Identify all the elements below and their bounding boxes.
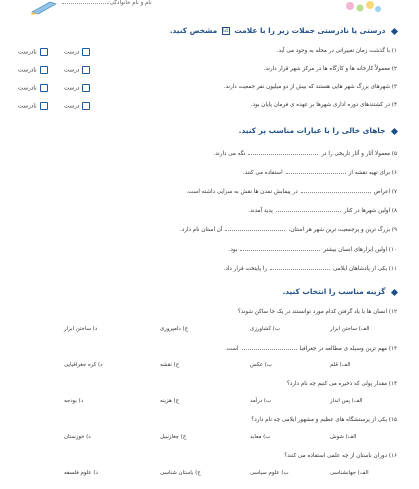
section-diamond-icon xyxy=(391,288,398,295)
sentence-start: ۱۱) یکی از پادشاهان ایلامی xyxy=(333,266,397,272)
answer-option[interactable]: الف) جهانشناسی xyxy=(330,470,369,476)
answer-blank[interactable] xyxy=(270,265,330,270)
student-name-label: نام و نام خانوادگی: xyxy=(108,0,152,6)
answer-option[interactable]: الف) قلم xyxy=(330,362,351,368)
question-stem: ۱۶) دوران باستان از چه علمی استفاده می کنند؟ xyxy=(284,453,397,459)
answer-option[interactable]: ج) باستان شناسی xyxy=(160,470,201,476)
false-checkbox[interactable] xyxy=(40,66,48,74)
decorative-flower-icon xyxy=(340,0,384,16)
answer-option[interactable]: د) کره جغرافیایی xyxy=(64,362,103,368)
fill-blank-sentence xyxy=(248,207,397,214)
answer-option[interactable]: ب) کشاورزی xyxy=(250,326,280,332)
section-diamond-icon xyxy=(391,127,398,134)
fill-blank-sentence xyxy=(224,265,397,272)
true-false-statement: ۲) معمولاً کارخانه ها و کارگاه ها در مرکز شهر قرار دارند. xyxy=(263,66,397,72)
question-text xyxy=(251,417,397,423)
false-option[interactable] xyxy=(18,84,48,92)
section-title-fill-blanks: جاهای خالی را با عبارات مناسب پر کنید. xyxy=(239,126,397,135)
question-text xyxy=(238,309,397,315)
answer-option[interactable]: ج) نقشه xyxy=(160,362,180,368)
true-option[interactable] xyxy=(64,66,90,74)
sentence-end: در پیمایش تمدن ها نقش به سزایی داشته است. xyxy=(186,189,298,195)
answer-option[interactable]: ب) علوم سیاسی xyxy=(250,470,289,476)
true-label: درست xyxy=(64,85,80,92)
true-checkbox[interactable] xyxy=(82,84,90,92)
answer-blank[interactable] xyxy=(286,169,346,174)
answer-option[interactable]: د) ساختن ابزار xyxy=(64,326,98,332)
header xyxy=(0,0,419,18)
true-label: درست xyxy=(64,67,80,74)
sentence-end: را پایتخت قرار داد. xyxy=(223,266,268,272)
answer-option[interactable]: د) بودجه xyxy=(64,398,84,404)
answer-option[interactable]: الف) شوش xyxy=(330,434,357,440)
false-label: نادرست xyxy=(18,85,37,92)
true-label: درست xyxy=(64,49,80,56)
true-false-statement: ۴) در کشتندهای دوره اداری شهرها بر عهده ی فرمان پایان بود. xyxy=(250,102,397,108)
sentence-end: بود. xyxy=(228,247,238,253)
question-text xyxy=(287,381,397,387)
false-checkbox[interactable] xyxy=(40,102,48,110)
answer-blank[interactable] xyxy=(301,188,371,193)
false-checkbox[interactable] xyxy=(40,84,48,92)
question-stem: ۱۴) مقدار پولی که ذخیره می کنیم چه نام دارد؟ xyxy=(286,381,397,387)
sentence-start: ۷) اعراض xyxy=(373,189,397,195)
false-label: نادرست xyxy=(18,67,37,74)
true-option[interactable] xyxy=(64,48,90,56)
section-diamond-icon xyxy=(391,27,398,34)
question-tail: است. xyxy=(225,346,239,352)
true-false-statement: ۳) شهرهای بزرگ شهر هایی هستند که بیش از دو میلیون نفر جمعیت دارند. xyxy=(223,84,397,90)
answer-option[interactable]: ب) معابد xyxy=(250,434,271,440)
sentence-end: استفاده می کنند. xyxy=(242,170,283,176)
student-name-blank[interactable] xyxy=(62,3,108,4)
fill-blank-sentence xyxy=(229,246,397,253)
question-text xyxy=(284,453,397,459)
true-checkbox[interactable] xyxy=(82,102,90,110)
sentence-start: ۱۰) اولین ابزارهای انسان بیشتر xyxy=(323,247,397,253)
true-false-statement: ۱) با گذشت زمان تغییراتی در محله به وجود می آید. xyxy=(276,48,397,54)
checkmark-box-icon: ☑ xyxy=(223,27,229,34)
answer-option[interactable]: الف) ساختن ابزار xyxy=(330,326,370,332)
answer-option[interactable]: ج) دامپروری xyxy=(160,326,189,332)
answer-option[interactable]: ب) درآمد xyxy=(250,398,272,404)
false-option[interactable] xyxy=(18,48,48,56)
sentence-end: پدید آمدند. xyxy=(248,208,273,214)
decorative-pencil-icon xyxy=(30,0,60,16)
answer-option[interactable]: د) خوزستان xyxy=(64,434,91,440)
question-stem: ۱۲) انسان ها با یاد گرفتن کدام مورد توانستند در یک جا ساکن شوند؟ xyxy=(237,309,397,315)
section-title-multiple-choice: گزینه مناسب را انتخاب کنید. xyxy=(282,287,397,296)
question-text xyxy=(225,345,397,352)
sentence-end: نگه می دارند. xyxy=(213,151,246,157)
question-stem: ۱۵) یکی از پرستشگاه های عظیم و مشهور ایلامی چه نام دارد؟ xyxy=(251,417,397,423)
true-option[interactable] xyxy=(64,102,90,110)
answer-option[interactable]: د) علوم فلسفه xyxy=(64,470,98,476)
answer-blank[interactable] xyxy=(242,345,297,350)
fill-blank-sentence xyxy=(213,150,397,157)
sentence-start: ۹) بزرگ ترین و پرجمعیت ترین شهر هر استان، xyxy=(288,227,397,233)
true-checkbox[interactable] xyxy=(82,66,90,74)
false-label: نادرست xyxy=(18,49,37,56)
false-label: نادرست xyxy=(18,103,37,110)
answer-option[interactable]: ب) عکس xyxy=(250,362,272,368)
section-title-true-false: درستی یا نادرستی جملات زیر را با علامت ☑ مشخص کنید. xyxy=(170,26,397,35)
fill-blank-sentence xyxy=(180,226,397,233)
sentence-end: آن استان نام دارد. xyxy=(179,227,223,233)
answer-option[interactable]: الف) پس انداز xyxy=(330,398,363,404)
true-checkbox[interactable] xyxy=(82,48,90,56)
fill-blank-sentence xyxy=(243,169,397,176)
answer-option[interactable]: ج) هزینه xyxy=(160,398,180,404)
answer-option[interactable]: ج) چغازنبیل xyxy=(160,434,187,440)
answer-blank[interactable] xyxy=(225,226,285,231)
false-option[interactable] xyxy=(18,66,48,74)
sentence-start: ۸) اولین شهرها در کنار xyxy=(343,208,397,214)
false-checkbox[interactable] xyxy=(40,48,48,56)
true-option[interactable] xyxy=(64,84,90,92)
answer-blank[interactable] xyxy=(276,207,341,212)
answer-blank[interactable] xyxy=(248,150,318,155)
false-option[interactable] xyxy=(18,102,48,110)
true-label: درست xyxy=(64,103,80,110)
answer-blank[interactable] xyxy=(240,246,320,251)
question-stem: ۱۳) مهم ترین وسیله ی مطالعه در جغرافیا xyxy=(299,346,397,352)
sentence-start: ۵) معمولا آثار و آثار تاریخی را در xyxy=(321,151,397,157)
fill-blank-sentence xyxy=(186,188,397,195)
sentence-start: ۶) برای تهیه نقشه از xyxy=(348,170,397,176)
